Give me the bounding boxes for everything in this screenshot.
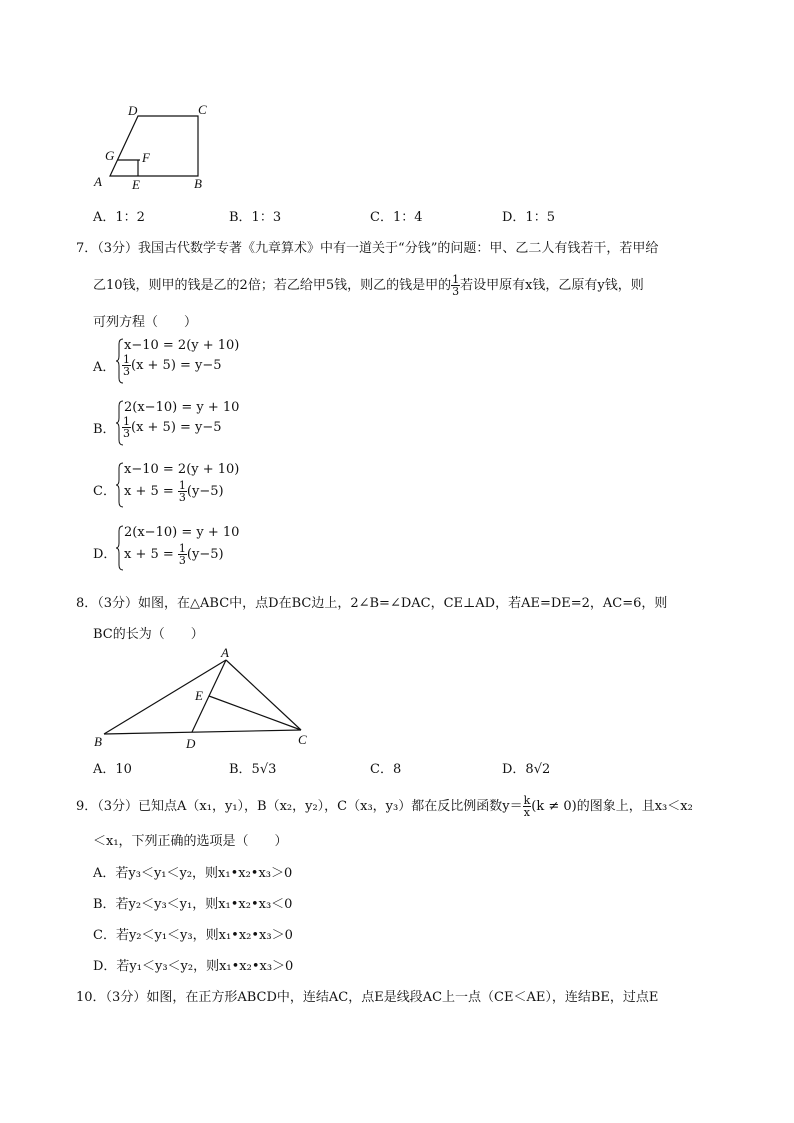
- q6-option-b: B．1：3: [229, 210, 282, 225]
- q9-line1a: 9．（3分）已知点A（x₁，y₁），B（x₂，y₂），C（x₃，y₃）都在反比例函数y＝: [76, 799, 523, 814]
- q7-line2b: 若设甲原有x钱，乙原有y钱，则: [460, 278, 644, 293]
- q8-option-c: C．8: [370, 762, 402, 777]
- label-C: C: [298, 732, 307, 747]
- q8-option-b: B．5√3: [229, 762, 277, 777]
- label-G: G: [105, 148, 115, 163]
- q7-option-b-label: B．: [93, 422, 116, 437]
- q9-line1: [76, 795, 693, 818]
- q8-option-a: A．10: [93, 762, 132, 777]
- q9-option-a: A．若y₃＜y₁＜y₂，则x₁•x₂•x₃＞0: [93, 866, 293, 881]
- q7-option-a-label: A．: [93, 360, 116, 375]
- q7-option-b-eq2: $\frac{1}{3}$ (x + 5) = y−5: [123, 415, 222, 440]
- q9-option-c: C．若y₂＜y₁＜y₃，则x₁•x₂•x₃＞0: [93, 928, 293, 943]
- label-E: E: [132, 177, 140, 192]
- label-F: F: [142, 150, 150, 165]
- q7-line2a: 乙10钱，则甲的钱是乙的2倍；若乙给甲5钱，则乙的钱是甲的: [93, 278, 452, 293]
- label-C: C: [198, 102, 207, 117]
- brace-icon: [116, 525, 124, 571]
- label-A: A: [94, 174, 102, 189]
- q7-option-d-eq1: 2(x−10) = y + 10: [124, 525, 240, 540]
- q6-option-c: C．1：4: [370, 210, 423, 225]
- q7-option-c-eq2: x + 5 = $\frac{1}{3}$ (y−5): [124, 479, 224, 504]
- q9-fraction: $\frac{k}{x}$: [523, 794, 531, 819]
- q7-option-b-eq1: 2(x−10) = y + 10: [124, 400, 240, 415]
- q7-option-d-label: D．: [93, 547, 117, 562]
- q9-option-d: D．若y₁＜y₃＜y₂，则x₁•x₂•x₃＞0: [93, 959, 294, 974]
- label-B: B: [94, 734, 102, 749]
- q7-option-c-eq1: x−10 = 2(y + 10): [124, 462, 240, 477]
- q7-option-d-eq2: x + 5 = $\frac{1}{3}$ (y−5): [124, 542, 224, 567]
- q8-option-d: D．8√2: [502, 762, 551, 777]
- q7-line1: 7．（3分）我国古代数学专著《九章算术》中有一道关于“分钱”的问题：甲、乙二人有钱若干，若甲给: [76, 241, 659, 256]
- q9-option-b: B．若y₂＜y₃＜y₁，则x₁•x₂•x₃＜0: [93, 897, 293, 912]
- label-D: D: [128, 103, 138, 118]
- label-D: D: [186, 736, 196, 751]
- q8-line2: BC的长为（ ）: [93, 627, 204, 642]
- q7-line3: 可列方程（ ）: [93, 315, 198, 330]
- q7-option-a-eq1: x−10 = 2(y + 10): [124, 338, 240, 353]
- label-B: B: [194, 176, 202, 191]
- q7-option-a-eq2: $\frac{1}{3}$ (x + 5) = y−5: [123, 353, 222, 378]
- q9-line1b: (k ≠ 0)的图象上，且x₃＜x₂: [531, 799, 693, 814]
- q6-figure: [88, 100, 218, 192]
- q7-fraction: $\frac{1}{3}$: [452, 273, 460, 298]
- q9-line2: ＜x₁，下列正确的选项是（ ）: [93, 834, 288, 849]
- q10-line1: 10．（3分）如图，在正方形ABCD中，连结AC，点E是线段AC上一点（CE＜AE），连结BE，过点E: [76, 990, 659, 1005]
- label-E: E: [195, 688, 203, 703]
- q8-figure: [88, 642, 328, 752]
- label-A: A: [221, 645, 229, 660]
- brace-icon: [116, 462, 124, 508]
- q8-line1: 8．（3分）如图，在△ABC中，点D在BC边上，2∠B=∠DAC，CE⊥AD，若AE=DE=2，AC=6，则: [76, 596, 668, 611]
- q7-line2: [93, 274, 644, 297]
- q6-option-d: D．1：5: [502, 210, 555, 225]
- q6-option-a: A．1：2: [93, 210, 145, 225]
- q7-option-c-label: C．: [93, 484, 116, 499]
